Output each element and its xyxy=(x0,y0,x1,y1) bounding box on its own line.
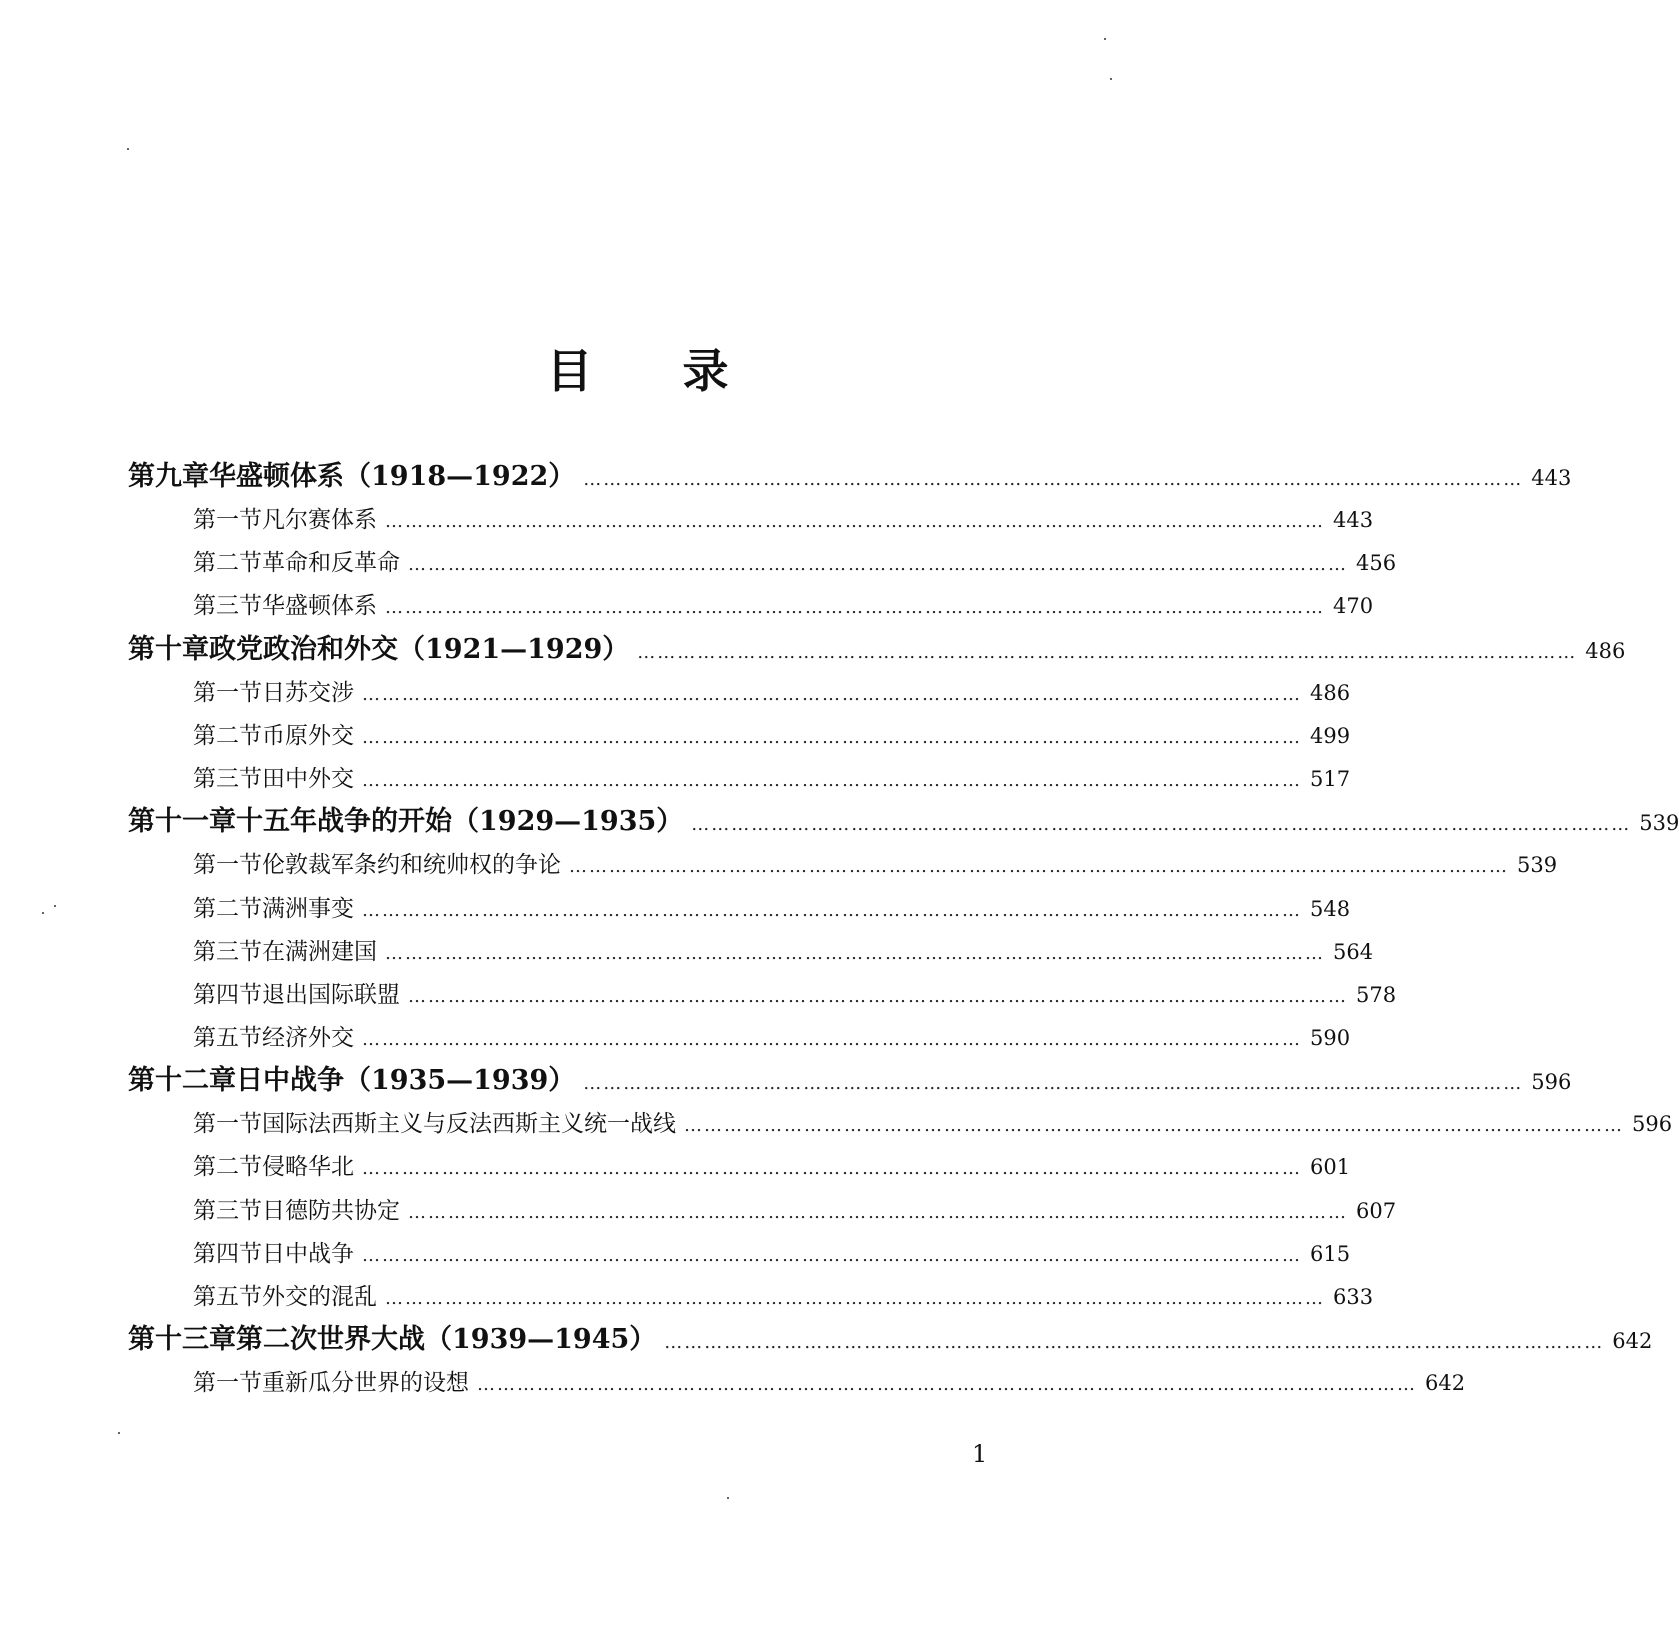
section-label: 第三节 xyxy=(193,593,262,620)
section-page: 615 xyxy=(1310,1241,1351,1266)
section-entry[interactable] xyxy=(193,1278,1374,1311)
leader-dots: …………………………………………………………………………………………………………………………… xyxy=(385,942,1325,964)
section-entry[interactable] xyxy=(193,717,1351,750)
section-entry[interactable] xyxy=(193,890,1351,923)
chapter-title: 第二次世界大战（1939—1945） xyxy=(236,1324,657,1355)
section-entry[interactable] xyxy=(193,501,1374,534)
section-title: 日德防共协定 xyxy=(262,1197,400,1224)
chapter-title: 政党政治和外交（1921—1929） xyxy=(209,633,630,665)
section-label: 第一节 xyxy=(193,852,262,879)
chapter-label: 第九章 xyxy=(128,461,209,492)
section-page: 499 xyxy=(1310,723,1351,748)
section-entry[interactable] xyxy=(193,976,1397,1009)
scan-speck xyxy=(1104,38,1106,40)
title-char-1: 目 xyxy=(546,344,593,398)
chapter-page: 443 xyxy=(1531,466,1572,490)
section-entry[interactable] xyxy=(193,1105,1673,1138)
leader-dots: …………………………………………………………………………………………………………………………… xyxy=(362,726,1302,748)
section-label: 第五节 xyxy=(193,1024,262,1051)
section-label: 第四节 xyxy=(193,1240,262,1267)
chapter-entry[interactable] xyxy=(128,1317,1653,1356)
scan-speck xyxy=(127,148,129,150)
section-title: 日中战争 xyxy=(262,1240,354,1267)
section-page: 564 xyxy=(1333,939,1374,964)
leader-dots: …………………………………………………………………………………………………………………………… xyxy=(362,1244,1302,1266)
section-label: 第三节 xyxy=(193,1197,262,1224)
scan-speck xyxy=(118,1432,120,1434)
section-entry[interactable] xyxy=(193,1235,1351,1268)
section-page: 590 xyxy=(1310,1025,1351,1050)
chapter-entry[interactable] xyxy=(128,454,1572,493)
section-title: 经济外交 xyxy=(262,1024,354,1051)
section-page: 548 xyxy=(1310,896,1351,921)
leader-dots: …………………………………………………………………………………………………………………………… xyxy=(664,1332,1605,1353)
section-label: 第一节 xyxy=(193,1370,262,1397)
section-label: 第二节 xyxy=(193,550,262,577)
section-title: 伦敦裁军条约和统帅权的争论 xyxy=(262,852,561,879)
page-title xyxy=(0,335,1275,401)
leader-dots: …………………………………………………………………………………………………………………………… xyxy=(637,641,1578,663)
section-page: 517 xyxy=(1310,767,1351,792)
chapter-entry[interactable] xyxy=(128,1058,1572,1097)
scan-speck xyxy=(727,1497,729,1499)
section-page: 539 xyxy=(1517,853,1558,878)
leader-dots: …………………………………………………………………………………………………………………………… xyxy=(362,1158,1302,1180)
section-label: 第一节 xyxy=(193,1111,262,1138)
chapter-label: 第十三章 xyxy=(128,1324,236,1355)
section-entry[interactable] xyxy=(193,760,1351,793)
leader-dots: …………………………………………………………………………………………………………………………… xyxy=(385,1287,1325,1309)
chapter-title: 十五年战争的开始（1929—1935） xyxy=(236,806,684,838)
chapter-page: 539 xyxy=(1639,811,1679,836)
section-page: 443 xyxy=(1333,508,1374,533)
section-entry[interactable] xyxy=(193,587,1374,620)
section-entry[interactable] xyxy=(193,1148,1351,1181)
section-page: 596 xyxy=(1632,1112,1673,1137)
section-entry[interactable] xyxy=(193,1019,1351,1052)
section-title: 侵略华北 xyxy=(262,1154,354,1181)
leader-dots: …………………………………………………………………………………………………………………………… xyxy=(691,814,1632,836)
section-title: 凡尔赛体系 xyxy=(262,507,377,534)
section-title: 田中外交 xyxy=(262,766,354,793)
section-page: 470 xyxy=(1333,594,1374,619)
chapter-page: 486 xyxy=(1585,638,1626,663)
section-entry[interactable] xyxy=(193,846,1558,879)
page-number: 1 xyxy=(972,1440,988,1468)
section-entry[interactable] xyxy=(193,1192,1397,1225)
section-entry[interactable] xyxy=(193,674,1351,707)
section-label: 第二节 xyxy=(193,895,262,922)
section-page: 633 xyxy=(1333,1284,1374,1309)
chapter-entry[interactable] xyxy=(128,627,1626,666)
section-title: 日苏交涉 xyxy=(262,679,354,706)
chapter-title: 日中战争（1935—1939） xyxy=(236,1065,576,1097)
title-char-2: 录 xyxy=(682,344,729,398)
leader-dots: …………………………………………………………………………………………………………………………… xyxy=(385,511,1325,533)
section-title: 在满洲建国 xyxy=(262,938,377,965)
section-title: 退出国际联盟 xyxy=(262,981,400,1008)
leader-dots: …………………………………………………………………………………………………………………………… xyxy=(362,683,1302,705)
section-title: 革命和反革命 xyxy=(262,550,400,577)
section-label: 第三节 xyxy=(193,938,262,965)
leader-dots: …………………………………………………………………………………………………………………………… xyxy=(408,554,1348,576)
section-entry[interactable] xyxy=(193,1364,1466,1397)
section-label: 第一节 xyxy=(193,679,262,706)
section-page: 601 xyxy=(1310,1155,1351,1180)
leader-dots: …………………………………………………………………………………………………………………………… xyxy=(362,1028,1302,1050)
section-entry[interactable] xyxy=(193,933,1374,966)
leader-dots: …………………………………………………………………………………………………………………………… xyxy=(408,985,1348,1007)
section-page: 642 xyxy=(1425,1371,1466,1396)
section-label: 第二节 xyxy=(193,722,262,749)
chapter-title: 华盛顿体系（1918—1922） xyxy=(209,461,576,492)
leader-dots: …………………………………………………………………………………………………………………………… xyxy=(362,770,1302,792)
scan-speck xyxy=(42,912,44,914)
leader-dots: …………………………………………………………………………………………………………………………… xyxy=(583,469,1524,490)
section-title: 满洲事变 xyxy=(262,895,354,922)
leader-dots: …………………………………………………………………………………………………………………………… xyxy=(477,1374,1417,1396)
section-label: 第三节 xyxy=(193,766,262,793)
section-title: 重新瓜分世界的设想 xyxy=(262,1370,469,1397)
chapter-label: 第十一章 xyxy=(128,806,236,838)
leader-dots: …………………………………………………………………………………………………………………………… xyxy=(385,597,1325,619)
section-title: 国际法西斯主义与反法西斯主义统一战线 xyxy=(262,1111,676,1138)
section-title: 外交的混乱 xyxy=(262,1283,377,1310)
section-entry[interactable] xyxy=(193,544,1397,577)
section-page: 607 xyxy=(1356,1198,1397,1223)
leader-dots: …………………………………………………………………………………………………………………………… xyxy=(362,899,1302,921)
leader-dots: …………………………………………………………………………………………………………………………… xyxy=(583,1073,1524,1095)
chapter-label: 第十二章 xyxy=(128,1065,236,1097)
chapter-entry[interactable] xyxy=(128,799,1679,838)
chapter-label: 第十章 xyxy=(128,633,209,665)
section-label: 第一节 xyxy=(193,507,262,534)
section-label: 第二节 xyxy=(193,1154,262,1181)
chapter-page: 642 xyxy=(1612,1329,1653,1353)
leader-dots: …………………………………………………………………………………………………………………………… xyxy=(569,856,1509,878)
section-title: 华盛顿体系 xyxy=(262,593,377,620)
scan-speck xyxy=(54,905,56,907)
chapter-page: 596 xyxy=(1531,1070,1572,1095)
section-title: 币原外交 xyxy=(262,722,354,749)
section-label: 第五节 xyxy=(193,1283,262,1310)
leader-dots: …………………………………………………………………………………………………………………………… xyxy=(684,1115,1624,1137)
section-label: 第四节 xyxy=(193,981,262,1008)
leader-dots: …………………………………………………………………………………………………………………………… xyxy=(408,1201,1348,1223)
section-page: 486 xyxy=(1310,680,1351,705)
section-page: 456 xyxy=(1356,551,1397,576)
section-page: 578 xyxy=(1356,982,1397,1007)
scan-speck xyxy=(1110,78,1112,80)
